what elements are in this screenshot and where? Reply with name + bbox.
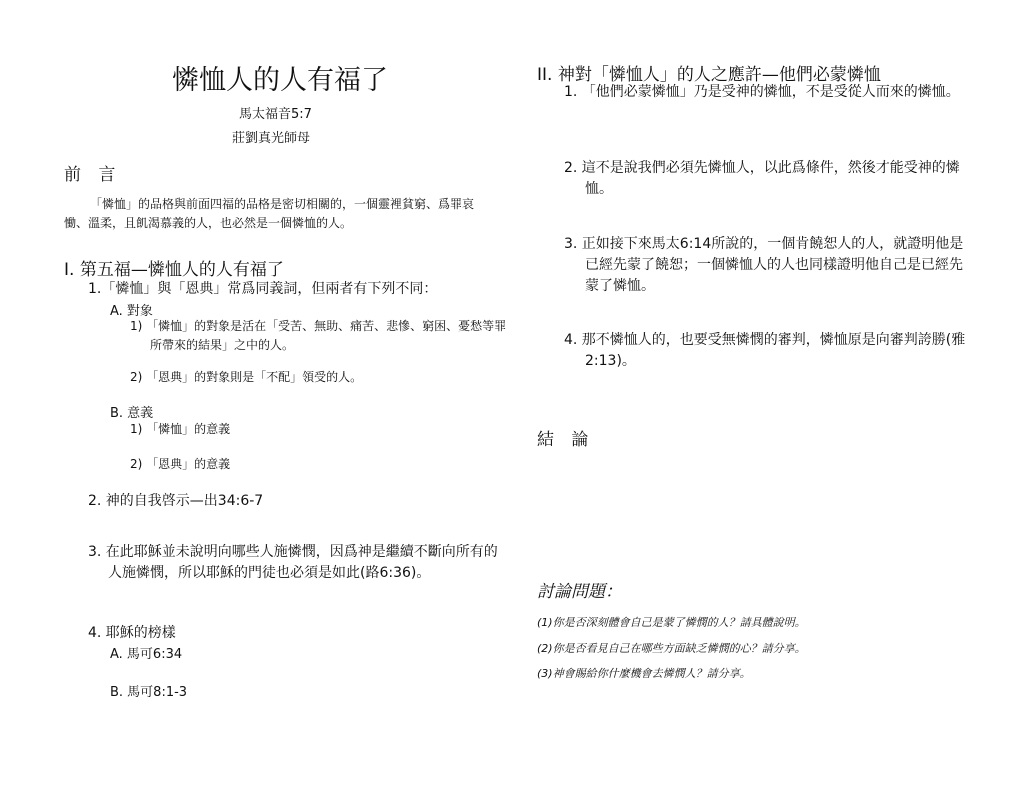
author-name: 莊劉真光師母 [232,131,311,146]
section2-item3: 3. 正如接下來馬太6:14所說的，一個肯饒恕人的人，就證明他是已經先蒙了饒恕；一個憐恤人的人也同樣證明他自己是已經先蒙了憐恤。 [564,236,964,294]
section1-item4: 4. 耶穌的榜樣 [88,625,176,641]
scripture-reference: 馬太福音5:7 [239,107,312,122]
section1-item4a: A. 馬可6:34 [110,647,183,662]
section1-b1: 1) 「憐恤」的意義 [130,422,231,436]
section1-a1: 1) 「憐恤」的對象是活在「受苦、無助、痛苦、悲慘、窮困、憂愁等罪所帶來的結果」之中的人。 [130,319,507,352]
section1-a2: 2) 「恩典」的對象則是「不配」領受的人。 [130,370,363,384]
section1-item4b: B. 馬可8:1-3 [110,685,188,700]
section1-item2: 2. 神的自我啓示—出34:6-7 [88,493,264,509]
discussion-question-2: (2)你是否看見自己在哪些方面缺乏憐憫的心？請分享。 [537,642,806,655]
section2-item4: 4. 那不憐恤人的，也要受無憐憫的審判，憐恤原是向審判誇勝(雅2:13)。 [564,332,966,369]
page-title: 憐恤人的人有福了 [172,65,388,96]
conclusion-heading: 結 論 [537,430,595,450]
discussion-question-3: (3)神會賜給你什麼機會去憐憫人？請分享。 [537,667,751,680]
section1-b2: 2) 「恩典」的意義 [130,457,231,471]
section2-item2: 2. 這不是說我們必須先憐恤人，以此爲條件，然後才能受神的憐恤。 [564,160,960,197]
section2-item1: 1. 「他們必蒙憐恤」乃是受神的憐恤，不是受從人而來的憐恤。 [564,84,960,100]
section2-heading: II. 神對「憐恤人」的人之應許—他們必蒙憐恤 [537,65,881,85]
section1-heading: I. 第五福—憐恤人的人有福了 [64,260,284,280]
section1-item3: 3. 在此耶穌並未說明向哪些人施憐憫，因爲神是繼續不斷向所有的人施憐憫，所以耶穌的門徒也必須是如此(路6:36)。 [88,544,498,581]
section1-subheading-a: A. 對象 [110,304,153,319]
section1-item1: 1.「憐恤」與「恩典」常爲同義詞，但兩者有下列不同： [88,281,438,297]
section1-subheading-b: B. 意義 [110,406,154,421]
discussion-heading: 討論問題： [537,582,622,602]
intro-paragraph: 「憐恤」的品格與前面四福的品格是密切相關的，一個靈裡貧窮、爲罪哀慟、溫柔，且飢渴慕義的人，也必然是一個憐恤的人。 [64,197,475,230]
intro-heading: 前 言 [64,165,122,185]
discussion-question-1: (1)你是否深刻體會自己是蒙了憐憫的人？請具體說明。 [537,616,806,629]
